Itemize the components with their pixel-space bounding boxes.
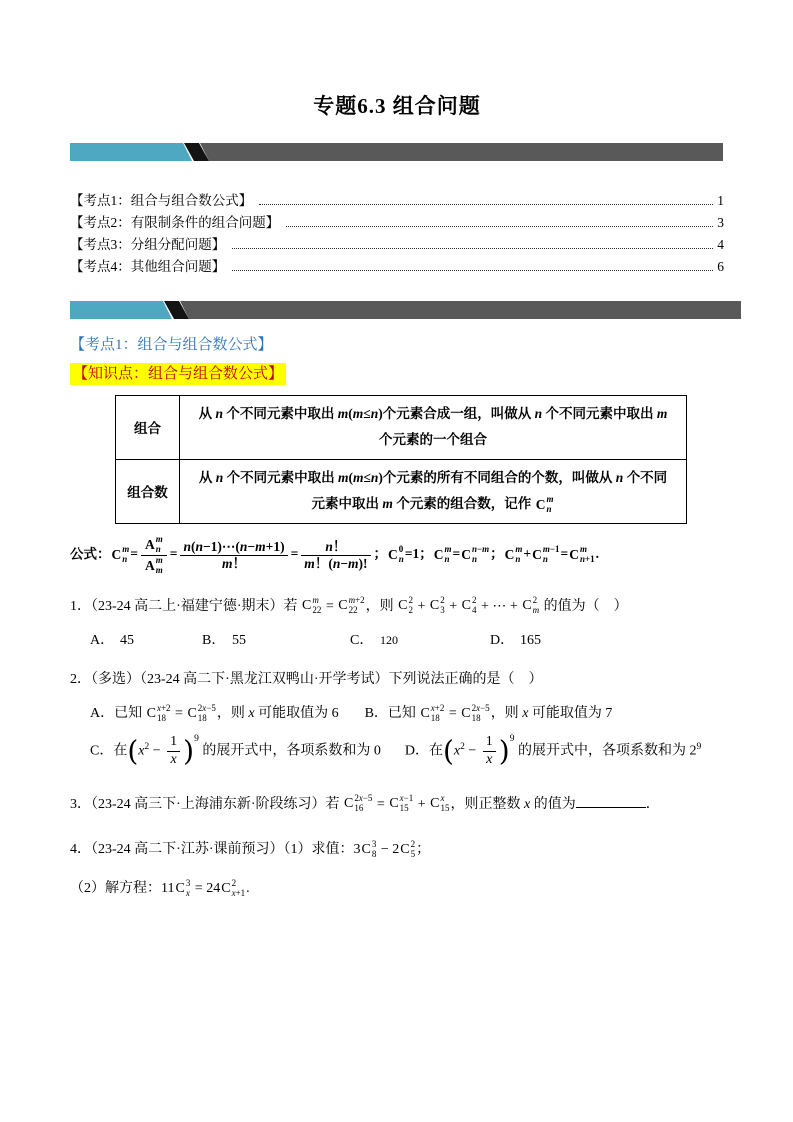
toc-item-label: 【考点3：分组分配问题】: [70, 237, 226, 252]
toc-page-number: 3: [717, 215, 724, 230]
table-definition-cell: 从 n 个不同元素中取出 m(m≤n)个元素的所有不同组合的个数，叫做从 n 个不同元素中取出 m 个元素的组合数，记作 C m n: [180, 459, 687, 523]
toc-dot-leader: [259, 204, 713, 205]
problem-2-options-cd: C．在($x^2$ − $\frac{1}{x}$ )$^9$ 的展开式中，各项系数和为 0 D．在($x^2$ − $\frac{1}{x}$ )$^9$ 的展开式中，各项系数和为 $2^9$: [90, 733, 702, 768]
problem-2-stem: 2．（多选）（23-24 高二下·黑龙江双鸭山·开学考试）下列说法正确的是（ ）: [70, 672, 543, 688]
toc-dot-leader: [232, 248, 713, 249]
knowledge-point-heading: 【知识点：组合与组合数公式】: [70, 363, 286, 385]
option-b-value: 55: [232, 633, 246, 649]
option-c-label: C．: [350, 633, 374, 649]
option-a-label: A．: [90, 633, 115, 649]
table-of-contents: [70, 190, 724, 278]
toc-item-label: 【考点4：其他组合问题】: [70, 259, 226, 274]
problem-3-stem: 3．（23-24 高三下·上海浦东新·阶段练习）若 C 2x−5 16 = C x−1 15 + C x 15 ，则正整数 x 的值为 ．: [70, 793, 660, 814]
section-heading-kaodian1: 【考点1：组合与组合数公式】: [70, 337, 273, 353]
toc-item-1: [70, 190, 724, 212]
page-title: 专题6.3 组合问题: [313, 94, 481, 118]
toc-item-4: [70, 256, 724, 278]
decorative-divider-bar-middle: [70, 301, 741, 319]
option-c-value: 120: [380, 633, 398, 648]
option-d: [490, 629, 541, 649]
option-a: [90, 629, 202, 649]
definition-table: [115, 395, 687, 524]
formula-math: C m n = A m n A m m = $\frac{n(n-1)\cdots(n-m+1)}{m!}$ = $\frac{n!}{m!(n-m)!}$ ； C 0 n =1； C m n = C n−m n ； C m n + C m−1 n = C m n+1 .: [111, 534, 600, 575]
combination-formula-line: [70, 535, 724, 576]
table-term-cell: 组合数: [116, 459, 180, 523]
bar-teal-segment: [70, 143, 192, 161]
problem-1-stem: 1．（23-24 高二上·福建宁德·期末）若 C m 22 = C m+2 22 ，则 C 2 2 + C 2 3 + C 2 4 + ⋯ + C 2 m 的值为（ ）: [70, 595, 628, 616]
option-b-label: B．: [202, 633, 226, 649]
bar-teal-segment: [70, 301, 172, 319]
toc-page-number: 6: [717, 259, 724, 274]
bar-gray-segment: [200, 143, 723, 161]
table-term-cell: 组合: [116, 396, 180, 460]
toc-dot-leader: [286, 226, 713, 227]
option-d-value: 165: [520, 633, 541, 649]
problem-2-options-ab: A．已知 C x+2 18 = C 2x−5 18 ，则 x 可能取值为 6 B．已知 C x+2 18 = C 2x−5 18 ，则 x 可能取值为 7: [90, 703, 613, 724]
option-d-label: D．: [490, 633, 515, 649]
table-definition-cell: 从 n 个不同元素中取出 m(m≤n)个元素合成一组，叫做从 n 个不同元素中取出 m 个元素的一个组合: [180, 396, 687, 460]
toc-dot-leader: [232, 270, 713, 271]
toc-item-2: [70, 212, 724, 234]
option-c: [350, 629, 490, 649]
toc-item-label: 【考点2：有限制条件的组合问题】: [70, 215, 280, 230]
table-row: [116, 459, 687, 523]
bar-gray-segment: [180, 301, 741, 319]
toc-item-3: [70, 234, 724, 256]
toc-item-label: 【考点1：组合与组合数公式】: [70, 193, 253, 208]
option-b: [202, 629, 350, 649]
toc-page-number: 1: [717, 193, 724, 208]
option-a-value: 45: [120, 633, 134, 649]
toc-page-number: 4: [717, 237, 724, 252]
decorative-divider-bar-top: [70, 143, 723, 161]
knowledge-point-heading-wrap: [70, 363, 724, 386]
table-row: [116, 396, 687, 460]
problem-4-stem: 4．（23-24 高二下·江苏·课前预习）（1）求值：3 C 3 8 − 2 C 2 5 ；: [70, 839, 431, 859]
problem-1-options: [70, 629, 724, 649]
formula-label: 公式：: [70, 546, 111, 562]
problem-4-part2: （2）解方程：11 C 3 x = 24 C 2 x+1 .: [70, 877, 250, 898]
